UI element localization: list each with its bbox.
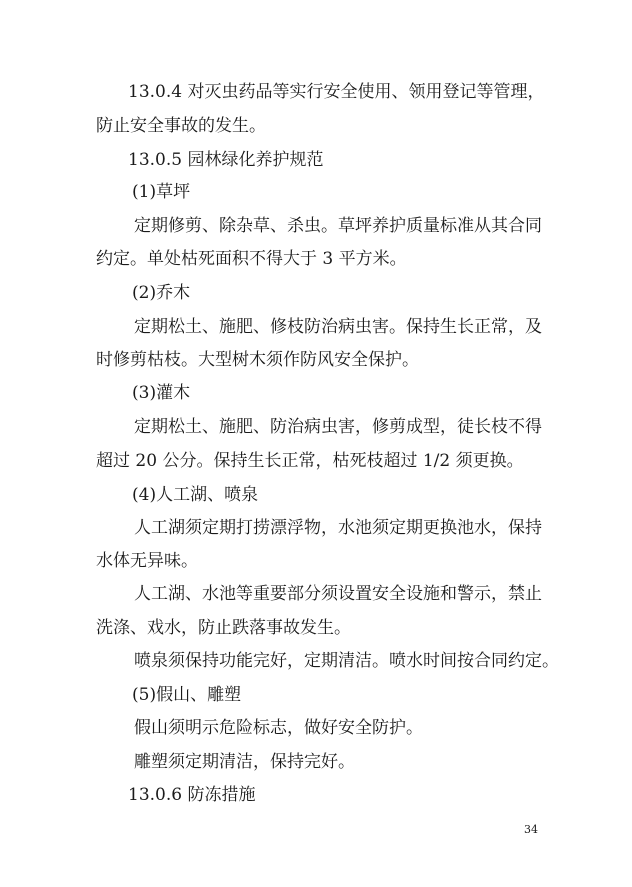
subheading-lawn: (1)草坪 [132, 182, 191, 202]
paragraph-line: 定期修剪、除杂草、杀虫。草坪养护质量标准从其合同 [134, 216, 542, 236]
clause-13-0-4-line-1: 13.0.4 对灭虫药品等实行安全使用、领用登记等管理， [128, 82, 545, 102]
subheading-lake-fountain: (4)人工湖、喷泉 [132, 485, 259, 505]
paragraph-line: 定期松土、施肥、修枝防治病虫害。保持生长正常，及 [134, 317, 542, 337]
paragraph-line: 喷泉须保持功能完好，定期清洁。喷水时间按合同约定。 [134, 651, 559, 671]
subheading-rockery-sculpture: (5)假山、雕塑 [132, 685, 242, 705]
paragraph-line: 洗涤、戏水，防止跌落事故发生。 [96, 618, 351, 638]
paragraph-line: 定期松土、施肥、防治病虫害，修剪成型，徒长枝不得 [134, 417, 542, 437]
page-number: 34 [524, 823, 538, 836]
paragraph-line: 人工湖须定期打捞漂浮物，水池须定期更换池水，保持 [134, 518, 542, 538]
paragraph-line: 人工湖、水池等重要部分须设置安全设施和警示，禁止 [134, 584, 542, 604]
paragraph-line: 超过 20 公分。保持生长正常，枯死枝超过 1/2 须更换。 [96, 451, 524, 471]
paragraph-line: 雕塑须定期清洁，保持完好。 [134, 752, 355, 772]
paragraph-line: 约定。单处枯死面积不得大于 3 平方米。 [96, 249, 407, 269]
clause-13-0-4-line-2: 防止安全事故的发生。 [96, 116, 266, 136]
paragraph-line: 水体无异味。 [96, 551, 198, 571]
clause-13-0-6-heading: 13.0.6 防冻措施 [128, 785, 256, 805]
subheading-shrubs: (3)灌木 [132, 383, 191, 403]
clause-13-0-5-heading: 13.0.5 园林绿化养护规范 [128, 150, 324, 170]
subheading-trees: (2)乔木 [132, 283, 191, 303]
paragraph-line: 假山须明示危险标志，做好安全防护。 [134, 718, 423, 738]
paragraph-line: 时修剪枯枝。大型树木须作防风安全保护。 [96, 350, 419, 370]
